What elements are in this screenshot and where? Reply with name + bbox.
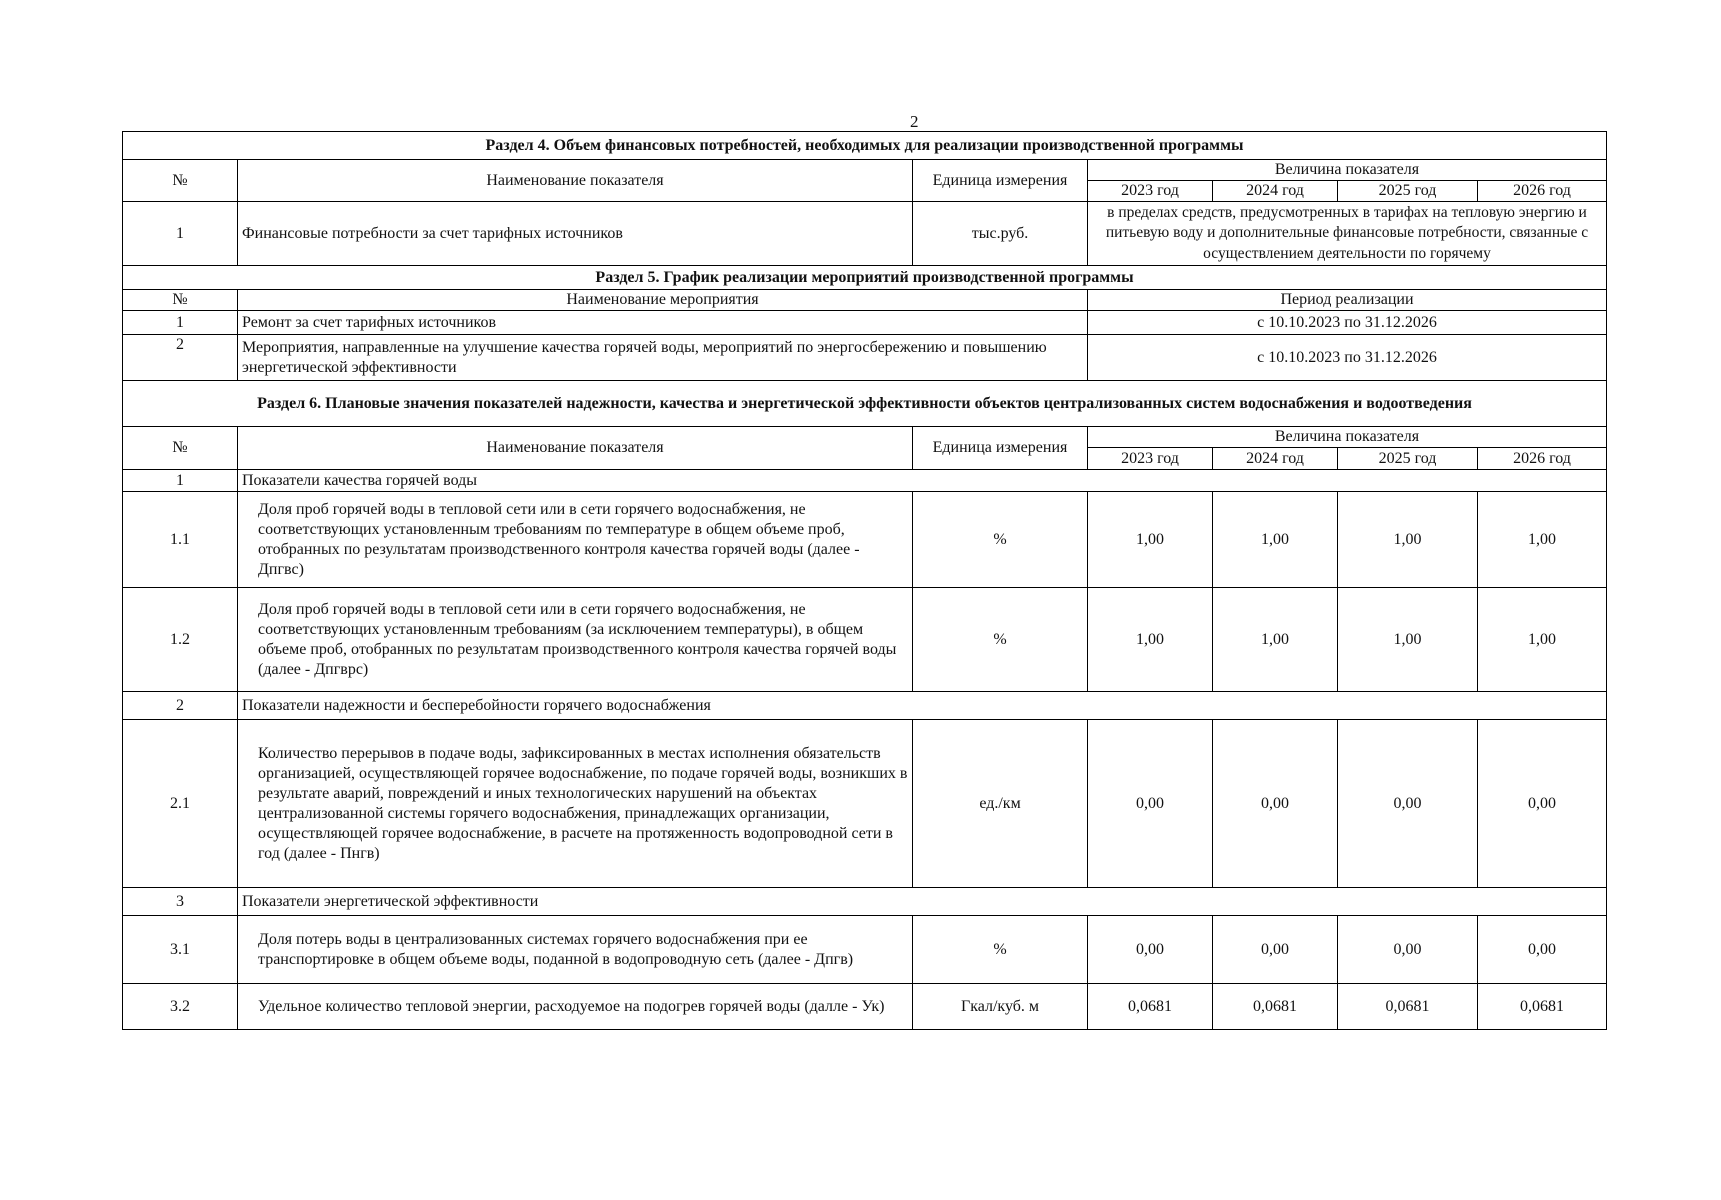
- section5-row-name: Ремонт за счет тарифных источников: [238, 311, 1088, 335]
- group-name: Показатели качества горячей воды: [238, 470, 1607, 492]
- row-value-2026: 1,00: [1478, 588, 1607, 692]
- section4-year-2024: 2024 год: [1213, 181, 1338, 202]
- section6-year-2024: 2024 год: [1213, 448, 1338, 470]
- group-no: 3: [123, 888, 238, 916]
- section6-year-2025: 2025 год: [1338, 448, 1478, 470]
- row-value-2023: 1,00: [1088, 588, 1213, 692]
- row-no: 3.2: [123, 984, 238, 1030]
- section4-col-name: Наименование показателя: [238, 160, 913, 202]
- row-value-2026: 1,00: [1478, 492, 1607, 588]
- section5-row-period: с 10.10.2023 по 31.12.2026: [1088, 311, 1607, 335]
- section5-row-period: с 10.10.2023 по 31.12.2026: [1088, 335, 1607, 381]
- section5-title: Раздел 5. График реализации мероприятий производственной программы: [123, 266, 1607, 290]
- section6-col-name: Наименование показателя: [238, 427, 913, 470]
- group-row: [123, 888, 1607, 916]
- row-name: Доля проб горячей воды в тепловой сети или в сети горячего водоснабжения, не соответствующих установленным требованиям по температуре в общем объеме проб, отобранных по результатам производственного контроля качества горячей воды (далее - Дпгвс): [238, 492, 913, 588]
- row-unit: %: [913, 492, 1088, 588]
- row-name: Доля проб горячей воды в тепловой сети или в сети горячего водоснабжения, не соответствующих установленным требованиям (за исключением температуры), в общем объеме проб, отобранных по результатам производственного контроля качества горячей воды (далее - Дпгврс): [238, 588, 913, 692]
- row-value-2025: 1,00: [1338, 588, 1478, 692]
- production-program-table: [122, 131, 1607, 1030]
- section4-row-name: Финансовые потребности за счет тарифных источников: [238, 202, 913, 266]
- section5-row-no: 2: [123, 335, 238, 381]
- row-value-2024: 1,00: [1213, 588, 1338, 692]
- section4-year-2025: 2025 год: [1338, 181, 1478, 202]
- row-value-2024: 0,00: [1213, 916, 1338, 984]
- section5-col-no: №: [123, 290, 238, 311]
- section4-year-2026: 2026 год: [1478, 181, 1607, 202]
- row-value-2024: 0,00: [1213, 720, 1338, 888]
- row-name: Количество перерывов в подаче воды, зафиксированных в местах исполнения обязательств организацией, осуществляющей горячее водоснабжение, по подаче горячей воды, возникших в результате аварий, повреждений и иных технологических нарушений на объектах централизованной системы горячего водоснабжения, принадлежащих организации, осуществляющей горячее водоснабжение, в расчете на протяженность водопроводной сети в год (далее - Пнгв): [238, 720, 913, 888]
- row-no: 1.1: [123, 492, 238, 588]
- group-row: [123, 692, 1607, 720]
- section4-row-unit: тыс.руб.: [913, 202, 1088, 266]
- group-no: 1: [123, 470, 238, 492]
- section6-col-value: Величина показателя: [1088, 427, 1607, 448]
- row-unit: %: [913, 588, 1088, 692]
- row-value-2024: 0,0681: [1213, 984, 1338, 1030]
- row-value-2026: 0,00: [1478, 720, 1607, 888]
- section6-year-2026: 2026 год: [1478, 448, 1607, 470]
- row-value-2026: 0,0681: [1478, 984, 1607, 1030]
- row-value-2023: 1,00: [1088, 492, 1213, 588]
- group-name: Показатели энергетической эффективности: [238, 888, 1607, 916]
- section5-col-period: Период реализации: [1088, 290, 1607, 311]
- row-unit: ед./км: [913, 720, 1088, 888]
- row-value-2023: 0,00: [1088, 720, 1213, 888]
- row-name: Доля потерь воды в централизованных системах горячего водоснабжения при ее транспортировке в общем объеме воды, поданной в водопроводную сеть (далее - Дпгв): [238, 916, 913, 984]
- table-row: [123, 492, 1607, 588]
- section5-row-no: 1: [123, 311, 238, 335]
- row-value-2023: 0,00: [1088, 916, 1213, 984]
- row-name: Удельное количество тепловой энергии, расходуемое на подогрев горячей воды (далле - Ук): [238, 984, 913, 1030]
- section5-row-name: Мероприятия, направленные на улучшение качества горячей воды, мероприятий по энергосбережению и повышению энергетической эффективности: [238, 335, 1088, 381]
- row-value-2023: 0,0681: [1088, 984, 1213, 1030]
- row-value-2025: 1,00: [1338, 492, 1478, 588]
- row-unit: Гкал/куб. м: [913, 984, 1088, 1030]
- table-row: [123, 720, 1607, 888]
- page-number: 2: [910, 112, 919, 131]
- section5-col-name: Наименование мероприятия: [238, 290, 1088, 311]
- table-row: [123, 588, 1607, 692]
- group-row: [123, 470, 1607, 492]
- table-row: [123, 916, 1607, 984]
- section6-col-no: №: [123, 427, 238, 470]
- group-no: 2: [123, 692, 238, 720]
- group-name: Показатели надежности и бесперебойности горячего водоснабжения: [238, 692, 1607, 720]
- row-no: 3.1: [123, 916, 238, 984]
- row-value-2025: 0,0681: [1338, 984, 1478, 1030]
- section4-col-unit: Единица измерения: [913, 160, 1088, 202]
- row-value-2025: 0,00: [1338, 720, 1478, 888]
- section6-col-unit: Единица измерения: [913, 427, 1088, 470]
- row-no: 2.1: [123, 720, 238, 888]
- section6-year-2023: 2023 год: [1088, 448, 1213, 470]
- row-value-2026: 0,00: [1478, 916, 1607, 984]
- section4-col-no: №: [123, 160, 238, 202]
- section4-row-no: 1: [123, 202, 238, 266]
- section6-title: Раздел 6. Плановые значения показателей надежности, качества и энергетической эффективности объектов централизованных систем водоснабжения и водоотведения: [123, 381, 1607, 427]
- table-row: [123, 984, 1607, 1030]
- row-unit: %: [913, 916, 1088, 984]
- row-no: 1.2: [123, 588, 238, 692]
- section4-row-value: в пределах средств, предусмотренных в тарифах на тепловую энергию и питьевую воду и дополнительные финансовые потребности, связанные с осуществлением деятельности по горячему: [1088, 202, 1607, 266]
- section4-col-value: Величина показателя: [1088, 160, 1607, 181]
- section4-title: Раздел 4. Объем финансовых потребностей, необходимых для реализации производственной программы: [123, 132, 1607, 160]
- section4-year-2023: 2023 год: [1088, 181, 1213, 202]
- row-value-2025: 0,00: [1338, 916, 1478, 984]
- row-value-2024: 1,00: [1213, 492, 1338, 588]
